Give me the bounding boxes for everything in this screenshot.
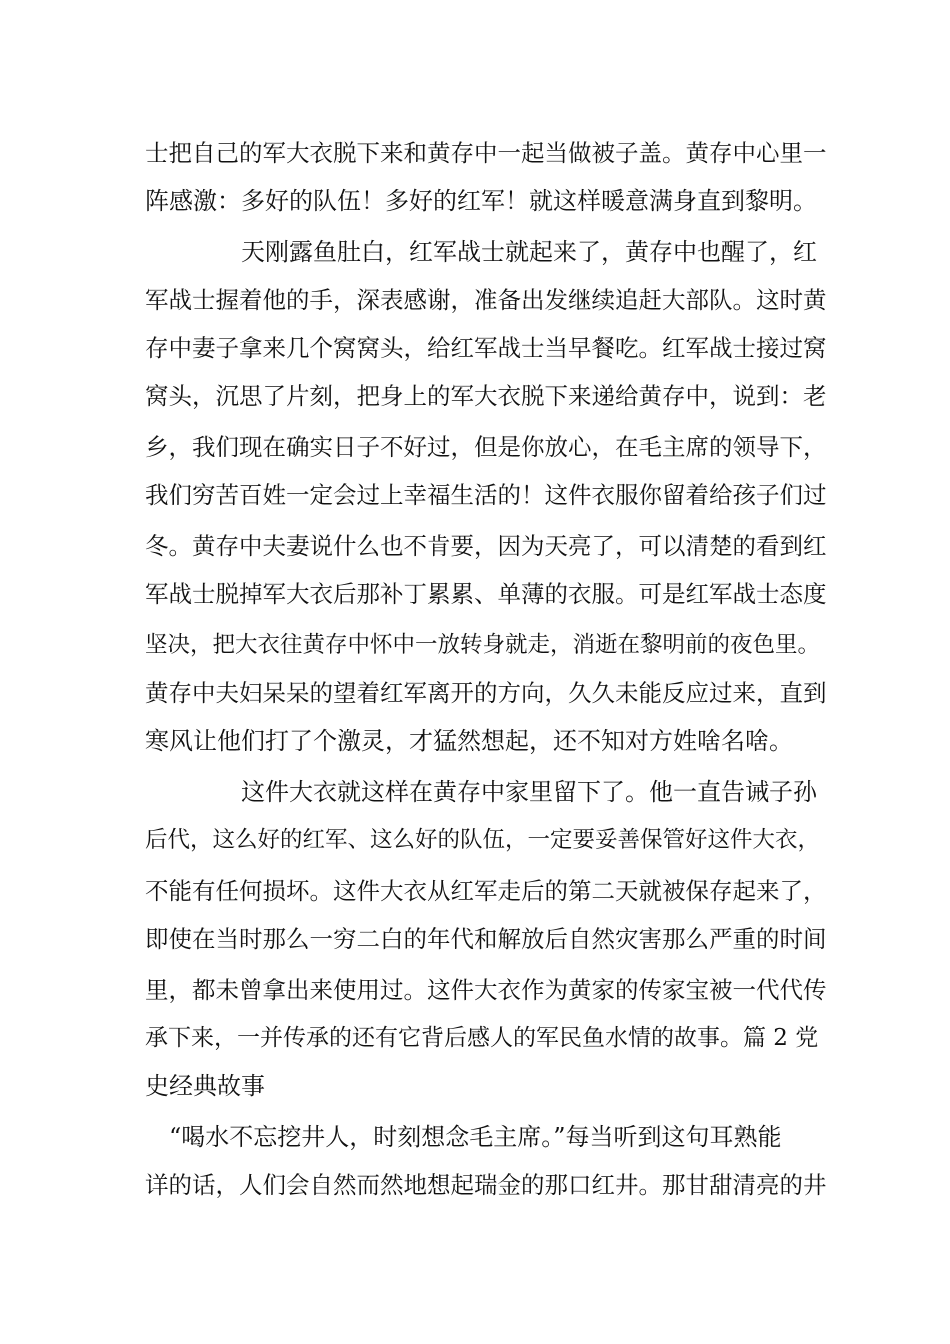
text-line: “喝水不忘挖井人，时刻想念毛主席。”每当听到这句耳熟能: [145, 1123, 782, 1151]
text-line: 寒风让他们打了个激灵，才猛然想起，还不知对方姓啥名啥。: [145, 727, 793, 755]
text-line: 士把自己的军大衣脱下来和黄存中一起当做被子盖。黄存中心里一: [145, 139, 827, 167]
text-line: 即使在当时那么一穷二白的年代和解放后自然灾害那么严重的时间: [145, 925, 827, 953]
text-line: 军战士握着他的手，深表感谢，准备出发继续追赶大部队。这时黄: [145, 286, 827, 314]
text-line: 阵感激：多好的队伍！多好的红军！就这样暖意满身直到黎明。: [145, 187, 817, 215]
text-line: 黄存中夫妇呆呆的望着红军离开的方向，久久未能反应过来，直到: [145, 679, 827, 707]
text-line: 详的话，人们会自然而然地想起瑞金的那口红井。那甘甜清亮的井: [145, 1171, 827, 1199]
text-line: 里，都未曾拿出来使用过。这件大衣作为黄家的传家宝被一代代传: [145, 976, 827, 1004]
text-line: 史经典故事: [145, 1072, 265, 1100]
text-line: 天刚露鱼肚白，红军战士就起来了，黄存中也醒了，红: [145, 238, 817, 266]
text-line: 这件大衣就这样在黄存中家里留下了。他一直告诫子孙: [145, 778, 817, 806]
text-line: 我们穷苦百姓一定会过上幸福生活的！这件衣服你留着给孩子们过: [145, 481, 827, 509]
text-line: 坚决，把大衣往黄存中怀中一放转身就走，消逝在黎明前的夜色里。: [145, 632, 821, 658]
text-line: 存中妻子拿来几个窝窝头，给红军战士当早餐吃。红军战士接过窝: [145, 334, 827, 362]
text-line: 窝头，沉思了片刻，把身上的军大衣脱下来递给黄存中，说到：老: [145, 382, 827, 410]
text-line: 冬。黄存中夫妻说什么也不肯要，因为天亮了，可以清楚的看到红: [145, 532, 827, 560]
text-line: 承下来，一并传承的还有它背后感人的军民鱼水情的故事。篇 2 党: [145, 1025, 819, 1051]
text-line: 不能有任何损坏。这件大衣从红军走后的第二天就被保存起来了，: [145, 877, 827, 905]
text-line: 后代，这么好的红军、这么好的队伍，一定要妥善保管好这件大衣，: [145, 827, 821, 853]
text-line: 乡，我们现在确实日子不好过，但是你放心，在毛主席的领导下，: [145, 433, 827, 461]
text-line: 军战士脱掉军大衣后那补丁累累、单薄的衣服。可是红军战士态度: [145, 580, 827, 608]
